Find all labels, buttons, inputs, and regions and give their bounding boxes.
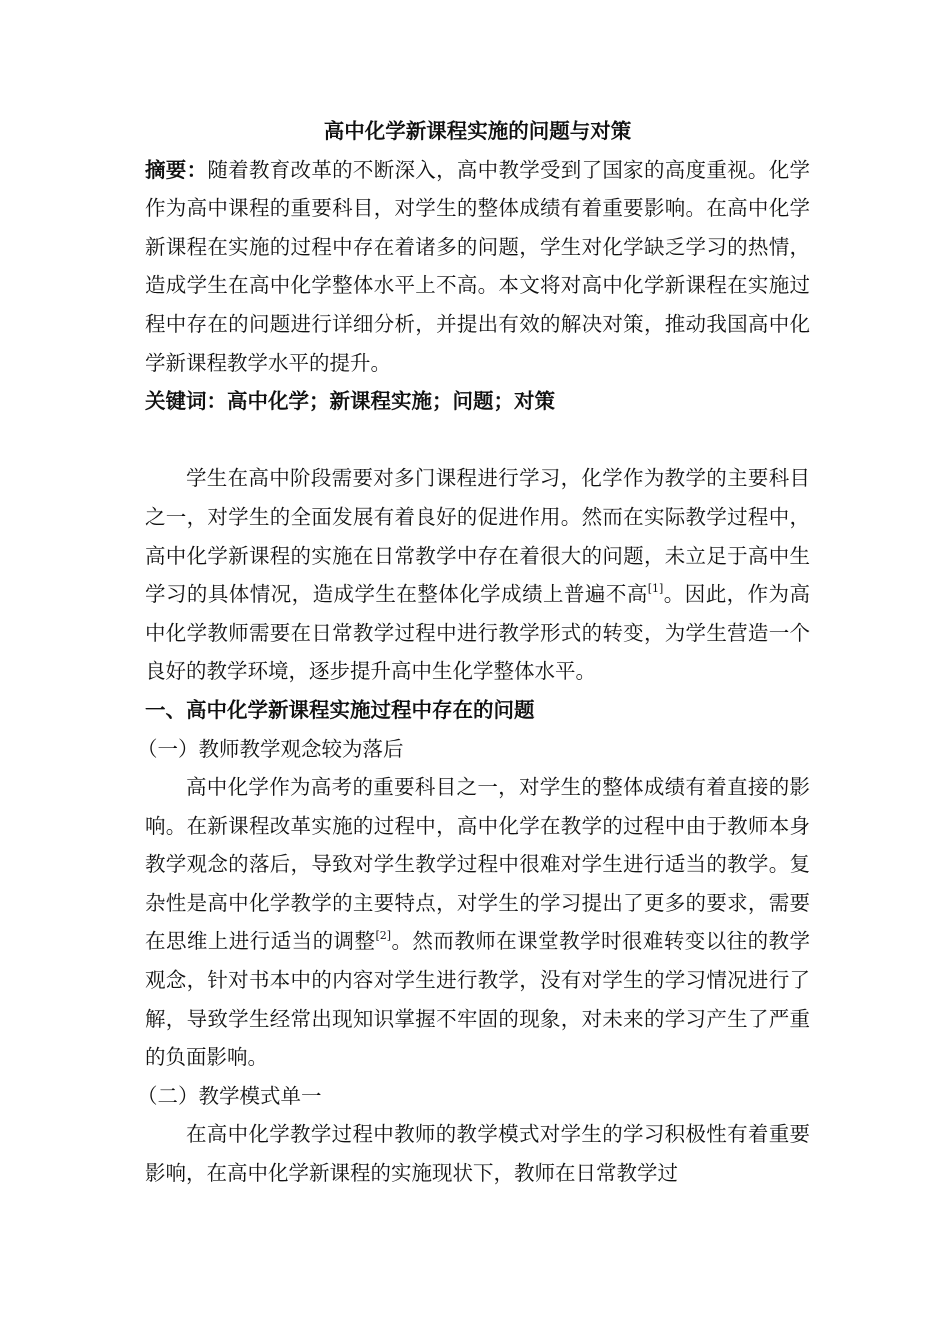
abstract-paragraph — [145, 151, 810, 383]
body-text-1: 高中化学作为高考的重要科目之一，对学生的整体成绩有着直接的影响。在新课程改革实施的过程中，高中化学在教学的过程中由于教师本身教学观念的落后，导致对学生教学过程中很难对学生进行适当的教学。复杂性是高中化学教学的主要特点，对学生的学习提出了更多的要求，需要在思维上进行适当的调整 — [145, 775, 810, 954]
body-text-2: 。然而教师在课堂教学时很难转变以往的教学观念，针对书本中的内容对学生进行教学，没有对学生的学习情况进行了解，导致学生经常出现知识掌握不牢固的现象，对未来的学习产生了严重的负面影响。 — [145, 929, 811, 1070]
intro-text-1: 学生在高中阶段需要对多门课程进行学习，化学作为教学的主要科目之一，对学生的全面发展有着良好的促进作用。然而在实际教学过程中，高中化学新课程的实施在日常教学中存在着很大的问题，未立足于高中生学习的具体情况，造成学生在整体化学成绩上普遍不高 — [145, 466, 810, 607]
citation-ref[interactable]: [1] — [647, 582, 664, 596]
citation-ref[interactable]: [2] — [375, 929, 392, 943]
keywords-line: 关键词：高中化学；新课程实施；问题；对策 — [145, 389, 555, 414]
intro-text-2: 。因此，作为高中化学教师需要在日常教学过程中进行教学形式的转变，为学生营造一个良好的教学环境，逐步提升高中生化学整体水平。 — [145, 582, 810, 684]
abstract-text: 随着教育改革的不断深入，高中教学受到了国家的高度重视。化学作为高中课程的重要科目，对学生的整体成绩有着重要影响。在高中化学新课程在实施的过程中存在着诸多的问题，学生对化学缺乏学习的热情，造成学生在高中化学整体水平上不高。本文将对高中化学新课程在实施过程中存在的问题进行详细分析，并提出有效的解决对策，推动我国高中化学新课程教学水平的提升。 — [145, 157, 811, 375]
document-title: 高中化学新课程实施的问题与对策 — [323, 119, 632, 143]
section-heading: 一、高中化学新课程实施过程中存在的问题 — [145, 697, 535, 722]
body-paragraph: 在高中化学教学过程中教师的教学模式对学生的学习积极性有着重要影响，在高中化学新课程的实施现状下，教师在日常教学过 — [145, 1122, 810, 1186]
intro-paragraph — [145, 459, 810, 691]
subsection-heading: （一）教师教学观念较为落后 — [137, 736, 404, 761]
document-page — [137, 112, 811, 1193]
abstract-label: 摘要： — [145, 157, 208, 182]
blank-line — [145, 421, 810, 460]
subsection-heading: （二）教学模式单一 — [137, 1083, 322, 1108]
body-paragraph — [145, 768, 810, 1077]
